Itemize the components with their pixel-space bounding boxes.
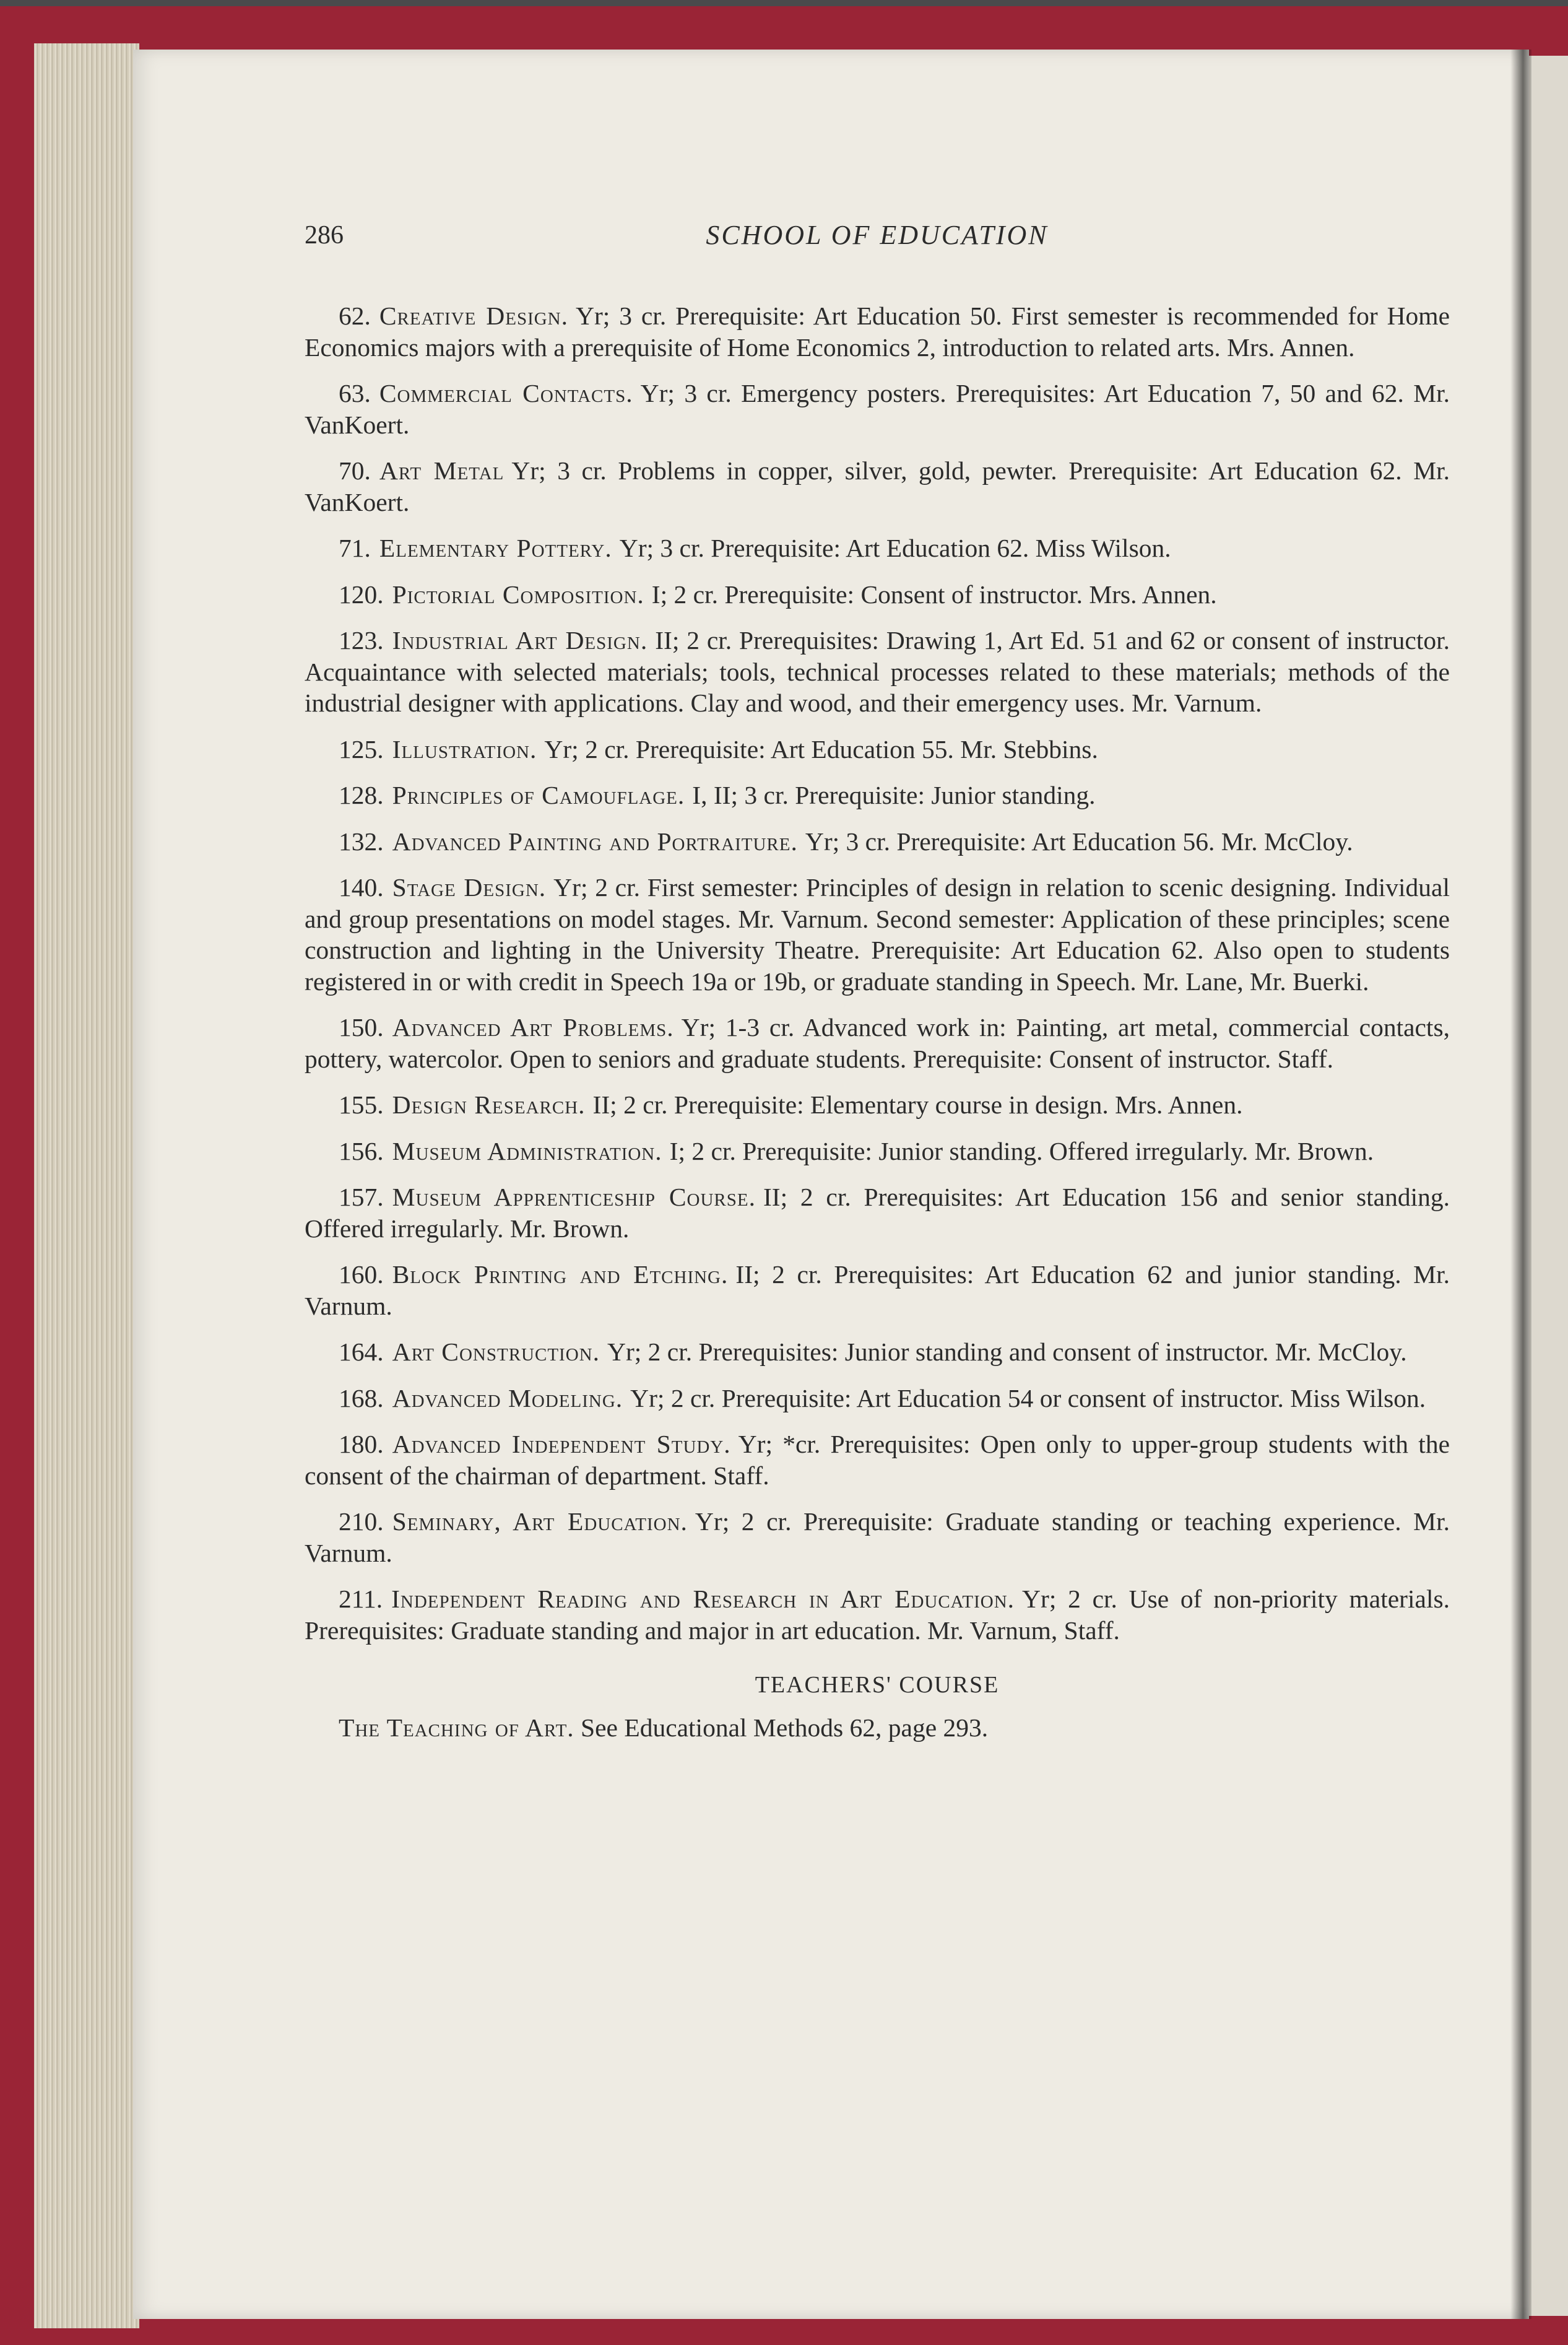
book-gutter [1510, 50, 1531, 2319]
course-title: Pictorial Composition. [392, 580, 644, 609]
course-title: Advanced Art Problems. [392, 1013, 674, 1042]
course-entry [305, 1383, 1450, 1414]
course-entry [305, 533, 1450, 564]
course-description: Yr; 2 cr. Prerequisite: Graduate standing or teaching experience. Mr. Varnum. [305, 1507, 1450, 1567]
course-number: 70. [339, 456, 371, 485]
course-entry [305, 455, 1450, 518]
course-title: Commercial Contacts. [379, 379, 633, 407]
course-entry [305, 579, 1450, 611]
course-number: 123. [339, 626, 384, 655]
course-number: 71. [339, 534, 371, 562]
course-number: 180. [339, 1430, 384, 1458]
course-entry [305, 1506, 1450, 1568]
course-number: 164. [339, 1338, 384, 1366]
course-entry [305, 625, 1450, 719]
course-title: Museum Apprenticeship Course. [392, 1183, 756, 1211]
course-number: 155. [339, 1090, 384, 1119]
course-title: Illustration. [392, 734, 537, 764]
course-description: Yr; *cr. Prerequisites: Open only to upper-group students with the consent of the chairman of department. Staff. [305, 1430, 1450, 1490]
page-edges [34, 43, 139, 2328]
course-description: Yr; 2 cr. Prerequisite: Art Education 55. Mr. Stebbins. [544, 734, 1098, 764]
course-title: Advanced Painting and Portraiture. [392, 827, 798, 856]
course-description: Yr; 3 cr. Prerequisite: Art Education 56. Mr. McCloy. [805, 827, 1353, 856]
course-title: Art Construction. [392, 1338, 600, 1366]
facing-page-edge [1529, 56, 1568, 2316]
course-entry [305, 1259, 1450, 1321]
course-description: Yr; 2 cr. Prerequisites: Junior standing and consent of instructor. Mr. McCloy. [607, 1338, 1407, 1366]
course-number: 211. [339, 1585, 383, 1613]
course-title: Art Metal [379, 456, 505, 485]
course-number: 150. [339, 1013, 384, 1042]
course-title: Principles of Camouflage. [392, 781, 685, 809]
course-description: Yr; 2 cr. Use of non-priority materials. Prerequisites: Graduate standing and major in art education. Mr. Varnum, Staff. [305, 1585, 1450, 1645]
course-entry [305, 1089, 1450, 1121]
teachers-course-heading: TEACHERS' COURSE [755, 1672, 1000, 1698]
course-list [305, 300, 1450, 1646]
course-description: I, II; 3 cr. Prerequisite: Junior standing. [692, 781, 1096, 809]
course-description: Yr; 3 cr. Prerequisite: Art Education 62. Miss Wilson. [619, 534, 1171, 562]
course-description: Yr; 1-3 cr. Advanced work in: Painting, art metal, commercial contacts, pottery, watercolor. Open to seniors and graduate students. Prerequisite: Consent of instructor. Staff. [305, 1013, 1450, 1073]
course-entry [305, 872, 1450, 997]
course-number: 120. [339, 580, 384, 609]
teachers-course-title: The Teaching of Art. [339, 1713, 574, 1742]
page-text [305, 220, 1450, 1758]
course-title: Design Research. [392, 1090, 586, 1119]
course-description: I; 2 cr. Prerequisite: Consent of instructor. Mrs. Annen. [651, 580, 1217, 609]
course-entry [305, 1181, 1450, 1244]
course-description: II; 2 cr. Prerequisite: Elementary course in design. Mrs. Annen. [592, 1090, 1243, 1119]
course-title: Museum Administration. [392, 1136, 662, 1165]
course-entry [305, 1429, 1450, 1491]
course-entry [305, 1583, 1450, 1646]
course-number: 125. [339, 734, 384, 764]
course-description: Yr; 3 cr. Emergency posters. Prerequisites: Art Education 7, 50 and 62. Mr. VanKoert. [305, 379, 1450, 439]
course-title: Block Printing and Etching. [392, 1260, 729, 1289]
course-entry [305, 1136, 1450, 1167]
course-title: Creative Design. [379, 302, 569, 330]
course-description: Yr; 2 cr. First semester: Principles of design in relation to scenic designing. Individual and group presentations on model stages. Mr. Varnum. Second semester: Application of these principles; scene construction and lighting in the University Theatre. Prerequisite: Art Education 62. Also open to students registered in or with credit in Speech 19a or 19b, or graduate standing in Speech. Mr. Lane, Mr. Buerki. [305, 873, 1450, 996]
course-number: 128. [339, 781, 384, 809]
course-title: Advanced Independent Study. [392, 1430, 731, 1458]
running-head: SCHOOL OF EDUCATION [706, 220, 1049, 250]
course-number: 62. [339, 302, 371, 330]
course-description: I; 2 cr. Prerequisite: Junior standing. Offered irregularly. Mr. Brown. [669, 1136, 1374, 1165]
teachers-course-text: See Educational Methods 62, page 293. [581, 1713, 989, 1742]
course-entry [305, 826, 1450, 858]
course-entry [305, 1336, 1450, 1368]
course-number: 140. [339, 873, 384, 902]
course-title: Industrial Art Design. [392, 626, 648, 655]
course-description: II; 2 cr. Prerequisites: Art Education 62 and junior standing. Mr. Varnum. [305, 1260, 1450, 1320]
course-description: Yr; 3 cr. Prerequisite: Art Education 50. First semester is recommended for Home Economics majors with a prerequisite of Home Economics 2, introduction to related arts. Mrs. Annen. [305, 302, 1450, 362]
page-header [305, 220, 1450, 263]
course-entry [305, 378, 1450, 440]
teachers-course-entry [305, 1712, 1450, 1744]
course-title: Seminary, Art Education. [392, 1507, 688, 1536]
course-title: Independent Reading and Research in Art Education. [391, 1585, 1015, 1613]
course-number: 157. [339, 1183, 384, 1211]
course-entry [305, 300, 1450, 363]
course-description: II; 2 cr. Prerequisites: Drawing 1, Art Ed. 51 and 62 or consent of instructor. Acquaintance with selected materials; tools, technical processes related to these materials; methods of the industrial designer with applications. Clay and wood, and their emergency uses. Mr. Varnum. [305, 626, 1450, 717]
course-number: 160. [339, 1260, 384, 1289]
course-number: 63. [339, 379, 371, 407]
course-description: Yr; 2 cr. Prerequisite: Art Education 54 or consent of instructor. Miss Wilson. [630, 1383, 1426, 1412]
course-number: 156. [339, 1136, 384, 1165]
page-number: 286 [305, 221, 344, 250]
course-entry [305, 780, 1450, 811]
course-number: 210. [339, 1507, 384, 1536]
course-number: 168. [339, 1383, 384, 1412]
course-description: II; 2 cr. Prerequisites: Art Education 156 and senior standing. Offered irregularly. Mr. Brown. [305, 1183, 1450, 1243]
course-entry [305, 734, 1450, 765]
course-number: 132. [339, 827, 384, 856]
course-description: Yr; 3 cr. Problems in copper, silver, gold, pewter. Prerequisite: Art Education 62. Mr. VanKoert. [305, 456, 1450, 516]
course-title: Stage Design. [392, 873, 547, 902]
course-title: Advanced Modeling. [392, 1383, 623, 1412]
course-title: Elementary Pottery. [379, 534, 612, 562]
course-entry [305, 1012, 1450, 1074]
